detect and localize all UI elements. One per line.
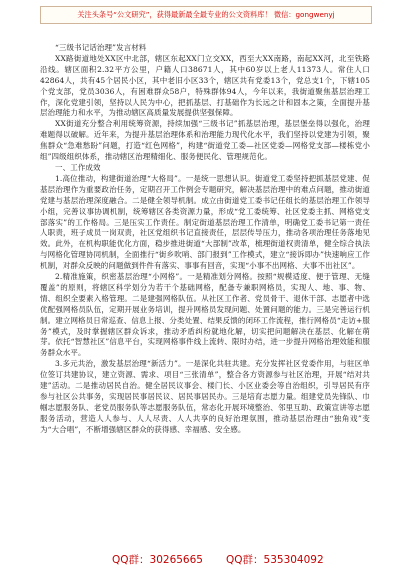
paragraph-intro: XX路街道地处XX区中北部，辖区东起XX门立交XX，西至大XX南路，南起XX河，北至铁路沿线。辖区面积2.32平方公里，户籍人口38671人，其中60岁以上老人11373人。常住人口42864人，共有45个居民小区，其中老旧小区33个，辖区共有党委13个，党总支1个，下辖105个党支部，党员3036人，有困难群众58户，特殊群体94人，今年以来，我街道聚焦基层治理工作，深化党建引领，坚持以人民为中心，把抓基层、打基础作为长远之计和固本之策，全面提升基层治理能力和水平，为推动辖区高质量发展提供坚强保障。: [40, 53, 370, 118]
paragraph-point-2: 2.精准施策，织密基层治理“小网格”。一是精准划分网格。按照“规模适度、便于管理、无缝覆盖”的原则，将辖区科学划分为若干个基础网格，配备专兼职网格员，实现人、地、事、物、情、组织全要素入格管理。二是建强网格队伍。从社区工作者、党员骨干、退休干部、志愿者中选优配强网格员队伍，定期开展业务培训，提升网格员发现问题、处置问题的能力。三是完善运行机制。建立网格员日常巡查、信息上报、分类处置、结果反馈的闭环工作流程，推行网格员“走访+服务”模式，及时掌握辖区群众诉求，推动矛盾纠纷就地化解，切实把问题解决在基层、化解在萌芽。依托“智慧社区”信息平台，实现网格事件线上流转、限时办结，进一步提升网格治理效能和服务群众水平。: [40, 272, 370, 358]
paragraph-overview: XX街道充分整合利用统筹资源，持续加强“三级书记”抓基层治理，基层堡垒得以强化，治理难题得以破解。近年来，为提升基层治理体系和治理能力现代化水平，我们坚持以党建为引领，聚焦群众“急难愁盼”问题，打造“红色网格”，构建“街道党工委—社区党委—网格党支部—楼栋党小组”四级组织体系，推动辖区治理精细化、服务便民化、管理规范化。: [40, 119, 370, 162]
paragraph-point-3: 3.多元共治，激发基层治理“新活力”。一是深化共驻共建。充分发挥社区党委作用，与驻区单位签订共建协议，建立资源、需求、项目“三张清单”，整合各方资源参与社区治理，开展“结对共建”活动。二是推动居民自治。健全居民议事会、楼门长、小区业委会等自治组织，引导居民有序参与社区公共事务，实现居民事居民议、居民事居民办。三是培育志愿力量。组建党员先锋队、巾帼志愿服务队、老党员服务队等志愿服务队伍，常态化开展环境整治、邻里互助、政策宣讲等志愿服务活动，营造人人参与、人人尽责、人人共享的良好治理氛围，推动基层治理由“独角戏”变为“大合唱”，不断增强辖区群众的获得感、幸福感、安全感。: [40, 359, 370, 434]
footer: [0, 552, 408, 570]
footer-qq-secondary: QQ群：535304092: [226, 554, 324, 566]
paragraph-point-1: 1.高位推动，构建街道治理“大格局”。一是统一思想认识。街道党工委坚持把抓基层党建、促基层治理作为重要政治任务，定期召开工作例会专题研究，解决基层治理中的难点问题，推动街道党建与基层治理深度融合。二是健全领导机制。成立由街道党工委书记任组长的基层治理工作领导小组，完善议事协调机制，统筹辖区各类资源力量，形成“党工委统筹、社区党委主抓、网格党支部落实”的工作格局。三是压实工作责任。制定街道基层治理工作清单，明确党工委书记第一责任人职责，班子成员一岗双责，社区党组织书记直接责任，层层传导压力，推动各项治理任务落地见效。此外，在机构职能优化方面，稳步推进街道“大部制”改革，梳理街道权责清单，健全综合执法与网格化管理协同机制，全面推行“街乡吹哨、部门报到”工作模式，建立“接诉即办”快速响应工作机制，对群众反映的问题做到件件有落实、事事有回音，实现“小事不出网格、大事不出社区”。: [40, 173, 370, 271]
document-body: [40, 43, 370, 436]
section-heading: 一、工作成效: [55, 162, 101, 172]
footer-qq-primary: QQ群：30265665: [112, 554, 203, 566]
header-banner[interactable]: 关注头条号“公文研究”，获得最新最全最专业的公文资料库！ 微信：gongwenyj: [40, 6, 372, 24]
document-title: “三级书记话治理”发言材料: [55, 43, 147, 52]
